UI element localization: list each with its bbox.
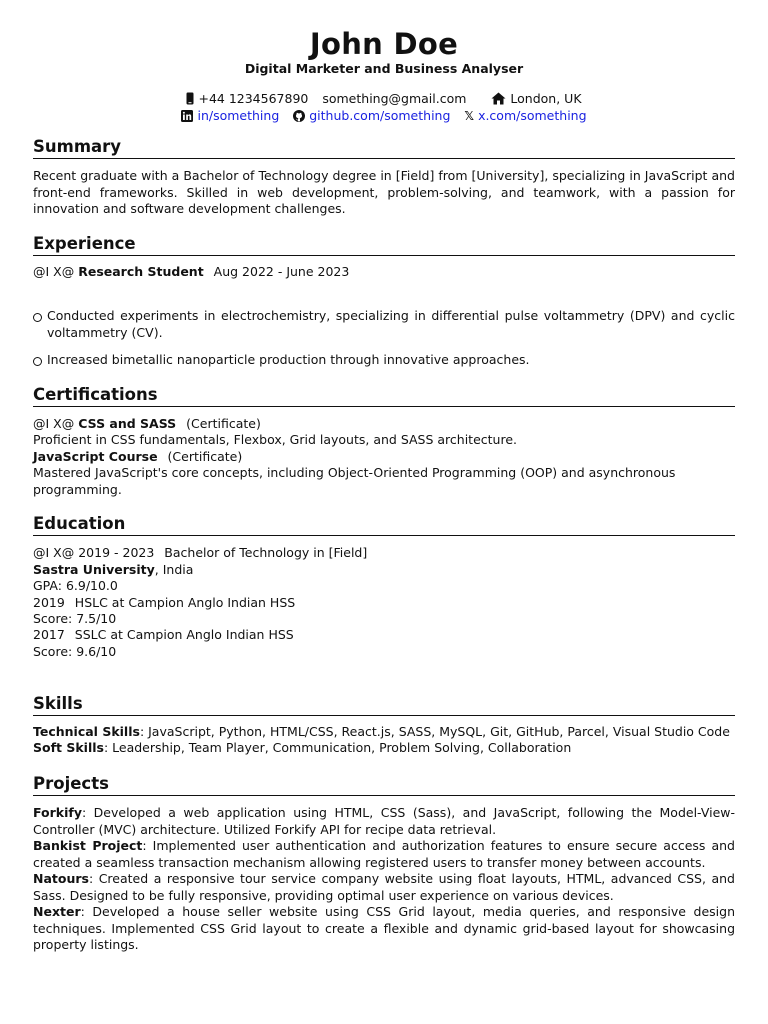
- summary-text: Recent graduate with a Bachelor of Technology degree in [Field] from [University], specializing in JavaScript and front-end frameworks. Skilled in web development, problem-solving, and teamwork, with a passion for innovation and software development challenges.: [33, 168, 735, 216]
- project-name: Bankist Project: [33, 838, 143, 853]
- contact-line-2: [33, 108, 735, 126]
- certification-type: (Certificate): [167, 449, 243, 464]
- project-item: [33, 871, 735, 904]
- project-desc: : Developed a house seller website using CSS Grid layout, media queries, and responsive design techniques. Implemented CSS Grid layout to create a flexible and dynamic grid-based layout for showcasing property listings.: [33, 904, 735, 952]
- project-name: Nexter: [33, 904, 81, 919]
- education-prefix: @I X@: [33, 545, 75, 560]
- email-address: something@gmail.com: [322, 91, 467, 106]
- experience-bullet-text: Conducted experiments in electrochemistry, specializing in differential pulse voltammetry (DPV) and cyclic voltammetry (CV).: [47, 308, 735, 340]
- certifications-heading: Certifications: [33, 385, 735, 407]
- education-entry-header: [33, 545, 735, 562]
- soft-skills-list: : Leadership, Team Player, Communication, Problem Solving, Collaboration: [103, 740, 572, 755]
- education-degree: Bachelor of Technology in [Field]: [164, 545, 368, 560]
- soft-skills: [33, 740, 735, 757]
- linkedin-handle: in/something: [197, 108, 280, 123]
- x-handle: x.com/something: [478, 108, 587, 123]
- hslc-school: HSLC at Campion Anglo Indian HSS: [74, 595, 296, 610]
- github-handle: github.com/something: [309, 108, 451, 123]
- home-icon: [491, 92, 506, 109]
- technical-skills-list: : JavaScript, Python, HTML/CSS, React.js, SASS, MySQL, Git, GitHub, Parcel, Visual Studio Code: [139, 724, 730, 739]
- education-gpa: GPA: 6.9/10.0: [33, 578, 118, 593]
- sslc-score: Score: 9.6/10: [33, 644, 117, 659]
- project-name: Natours: [33, 871, 89, 886]
- contact-line-1: [33, 91, 735, 109]
- github-link[interactable]: [293, 108, 450, 126]
- location-text: London, UK: [510, 91, 582, 106]
- summary-heading: Summary: [33, 137, 735, 159]
- experience-prefix: @I X@: [33, 264, 75, 279]
- phone-contact[interactable]: [186, 91, 308, 109]
- github-icon: [293, 110, 305, 126]
- experience-bullet-text: Increased bimetallic nanoparticle production through innovative approaches.: [47, 352, 530, 367]
- linkedin-link[interactable]: [181, 108, 279, 126]
- experience-heading: Experience: [33, 234, 735, 256]
- education-heading: Education: [33, 514, 735, 536]
- email-contact[interactable]: [322, 91, 466, 107]
- bullet-circle-icon: [33, 313, 42, 322]
- education-university: Sastra University: [33, 562, 155, 577]
- education-university-line: [33, 562, 735, 579]
- project-item: [33, 838, 735, 871]
- certification-entry: [33, 416, 735, 433]
- hslc-score: Score: 7.5/10: [33, 611, 117, 626]
- phone-number: +44 1234567890: [198, 91, 309, 106]
- education-country: , India: [154, 562, 194, 577]
- experience-entry-header: [33, 264, 735, 281]
- certification-desc: Proficient in CSS fundamentals, Flexbox, Grid layouts, and SASS architecture.: [33, 432, 517, 447]
- project-item: [33, 805, 735, 838]
- certification-entry: [33, 449, 735, 466]
- x-icon: 𝕏: [464, 109, 475, 123]
- project-desc: : Developed a web application using HTML, CSS (Sass), and JavaScript, following the Model-View-Controller (MVC) architecture. Utilized Forkify API for recipe data retrieval.: [33, 805, 735, 837]
- experience-dates: Aug 2022 - June 2023: [213, 264, 350, 279]
- resume-role: Digital Marketer and Business Analyser: [244, 61, 524, 76]
- certification-name: CSS and SASS: [78, 416, 177, 431]
- projects-heading: Projects: [33, 774, 735, 796]
- technical-skills-label: Technical Skills: [33, 724, 140, 739]
- education-sslc-line: [33, 627, 735, 644]
- experience-role: Research Student: [78, 264, 204, 279]
- sslc-year: 2017: [33, 627, 65, 642]
- certification-type: (Certificate): [186, 416, 261, 431]
- education-dates: 2019 - 2023: [78, 545, 155, 560]
- certification-prefix: @I X@: [33, 416, 75, 431]
- project-name: Forkify: [33, 805, 82, 820]
- resume-name: John Doe: [309, 27, 459, 61]
- phone-icon: [186, 92, 194, 109]
- skills-heading: Skills: [33, 694, 735, 716]
- education-hslc-line: [33, 595, 735, 612]
- sslc-school: SSLC at Campion Anglo Indian HSS: [74, 627, 294, 642]
- soft-skills-label: Soft Skills: [33, 740, 104, 755]
- project-desc: : Implemented user authentication and authorization features to ensure secure access and created a seamless transaction mechanism allowing registered users to transfer money between accounts.: [33, 838, 735, 870]
- linkedin-icon: [181, 110, 193, 126]
- hslc-year: 2019: [33, 595, 65, 610]
- certification-name: JavaScript Course: [33, 449, 158, 464]
- project-desc: : Created a responsive tour service company website using float layouts, HTML, advanced CSS, and Sass. Designed to be fully responsive, providing optimal user experience on various devices.: [33, 871, 735, 903]
- certification-desc: Mastered JavaScript's core concepts, including Object-Oriented Programming (OOP) and asynchronous programming.: [33, 465, 676, 497]
- experience-bullet: [33, 308, 735, 341]
- project-item: [33, 904, 735, 954]
- x-link[interactable]: [464, 108, 586, 124]
- technical-skills: [33, 724, 735, 741]
- bullet-circle-icon: [33, 357, 42, 366]
- experience-bullet: [33, 352, 735, 369]
- location-contact: [491, 91, 581, 109]
